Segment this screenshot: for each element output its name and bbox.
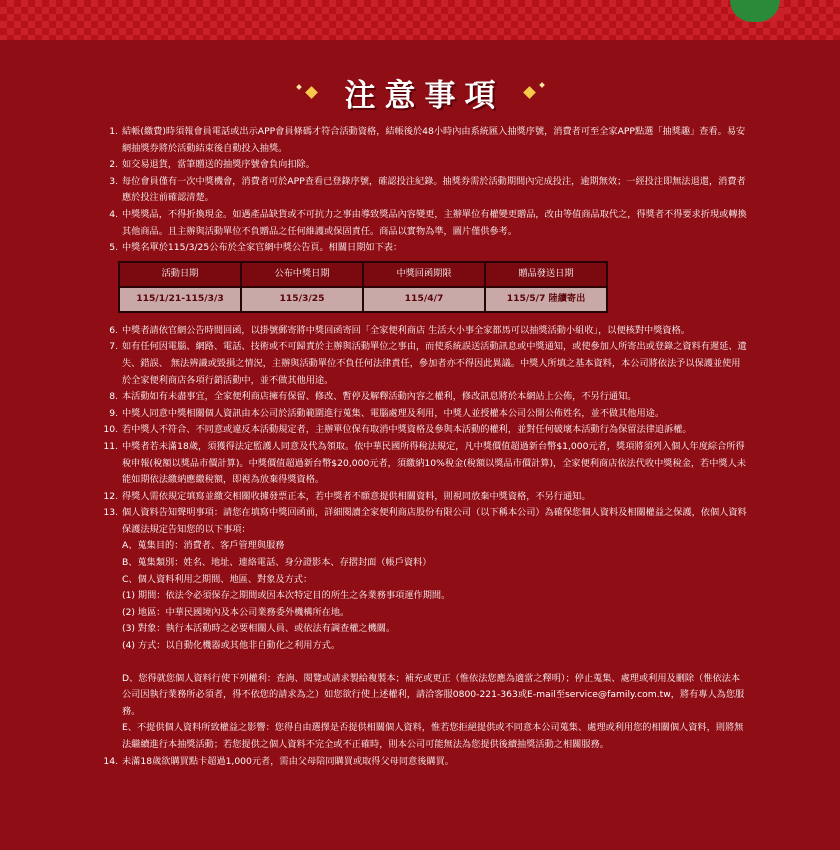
page-title: 注意事項 (344, 77, 505, 114)
privacy-sub-item: (4) 方式：以自動化機器或其他非自動化之利用方式。 (122, 640, 341, 652)
term-item-5-text: 中獎名單於115/3/25公布於全家官網中獎公告頁。相關日期如下表： (122, 242, 403, 254)
privacy-sub-item: (2) 地區：中華民國境內及本公司業務委外機構所在地。 (122, 606, 350, 618)
term-item-13-text: 個人資料告知聲明事項：請您在填寫中獎回函前，詳細閱讀全家便利商店股份有限公司（以下稱本公司）為確保您個人資料及相關權益之保護，依個人資料保護法規定告知您的以下事項： (122, 507, 747, 535)
term-item-8: 8. 本活動如有未盡事宜，全家便利商店擁有保留、修改、暫停及解釋活動內容之權利，修改訊息將於本網站上公佈，不另行通知。 (109, 391, 637, 403)
dates-table (118, 261, 608, 313)
dates-value-cell: 115/1/21-115/3/3 (120, 288, 240, 311)
dates-value-cell: 115/5/7 陸續寄出 (486, 288, 606, 311)
dates-value-cell: 115/3/25 (242, 288, 362, 311)
sparkle-icon-right (525, 88, 544, 97)
term-item-2: 2. 如交易退貨，當筆贈送的抽獎序號會負向扣除。 (109, 159, 315, 171)
term-item-5: 5. 中獎名單於115/3/25公布於全家官網中獎公告頁。相關日期如下表： 活動日期 公布中獎日期 中獎回函期限 贈品發送日期 115/1/21-115/3/3 115/3/25 115/4/7 115/5/7 陸續寄出 (100, 240, 748, 323)
dates-value-cell: 115/4/7 (364, 288, 484, 311)
dates-table-header-row (120, 263, 606, 286)
checkered-top-banner (0, 0, 840, 40)
term-item-12: 12. 得獎人需依規定填寫並繳交相關收據發票正本，若中獎者不願意提供相關資料，則視同放棄中獎資格，不另行通知。 (103, 490, 591, 502)
terms-content (100, 124, 748, 770)
dates-header-cell: 公布中獎日期 (242, 263, 362, 286)
dates-header-cell: 贈品發送日期 (486, 263, 606, 286)
term-item-3: 3. 每位會員僅有一次中獎機會，消費者可於APP查看已登錄序號，確認投注紀錄。抽獎券需於活動期間內完成投注，逾期無效；一經投注即無法退還，消費者應於投注前確認清楚。 (109, 175, 746, 204)
term-item-6: 6. 中獎者請依官網公告時間回函，以掛號郵寄將中獎回函寄回「全家便利商店 生活大小事全家都馬可以抽獎活動小組收」，以便核對中獎資格。 (109, 324, 690, 336)
dates-header-cell: 中獎回函期限 (364, 263, 484, 286)
term-item-7: 7. 如有任何因電腦、網路、電話、技術或不可歸責於主辦與活動單位之事由，而使系統誤送活動訊息或中獎通知，或使參加人所寄出或登錄之資料有遲延、遺失、錯誤、 無法辨識或毀損之情況，主辦與活動單位不負任何法律責任，參加者亦不得因此異議。中獎人所填之基本資料，本公司將依法予以保護並使用於全家便利商店各項行銷活動中，並不做其他用途。 (109, 341, 747, 386)
sparkle-icon-left (297, 88, 316, 97)
privacy-rights-text: D、您得就您個人資料行使下列權利：查詢、閱覽或請求製給複製本；補充或更正（惟依法您應為適當之釋明）；停止蒐集、處理或利用及刪除（惟依法本公司因執行業務所必須者，得不依您的請求為之）如您欲行使上述權利，請洽客服0800-221-363或E-mail至service@family.com.tw，將有專人為您服務。 (122, 672, 745, 717)
privacy-consequence-text: E、不提供個人資料所致權益之影響：您得自由選擇是否提供相關個人資料，惟若您拒絕提供或不同意本公司蒐集、處理或利用您的相關個人資料，則將無法繼續進行本抽獎活動；若您提供之個人資料不完全或不正確時，則本公司可能無法為您提供後續抽獎活動之相關服務。 (122, 722, 744, 750)
term-item-10: 10. 若中獎人不符合、不同意或違反本活動規定者，主辦單位保有取消中獎資格及參與本活動的權利，並對任何破壞本活動行為保留法律追訴權。 (103, 424, 692, 436)
table-row (120, 288, 606, 311)
privacy-sub-item: C、個人資料利用之期間、地區、對象及方式： (122, 573, 313, 585)
term-item-1: 1. 結帳(繳費)時須報會員電話或出示APP會員條碼才符合活動資格，結帳後於48小時內由系統匯入抽獎序號，消費者可至全家APP點選「抽獎趣」查看。易安網抽獎券將於活動結束後自動投入抽獎。 (109, 126, 746, 154)
privacy-sub-item: B、蒐集類別：姓名、地址、連絡電話、身分證影本、存摺封面（帳戶資料） (122, 557, 432, 569)
privacy-sub-item: (3) 對象：執行本活動時之必要相關人員、或依法有調查權之機關。 (122, 623, 396, 635)
privacy-sub-item: A、蒐集目的：消費者、客戶管理與服務 (122, 540, 285, 552)
title-row (0, 68, 840, 116)
term-item-13: 13. 個人資料告知聲明事項：請您在填寫中獎回函前，詳細閱讀全家便利商店股份有限公司（以下稱本公司）為確保您個人資料及相關權益之保護，依個人資料保護法規定告知您的以下事項： A、蒐集目的：消費者、客戶管理與服務 B、蒐集類別：姓名、地址、連絡電話、身分證影本、存摺封面（帳戶資料） C、個人資料利用之期間、地區、對象及方式： (1) 期間：依法令必須保存之期間或因本次特定目的所生之各業務事項運作期間。 (2) 地區：中華民國境內及本公司業務委外機構所在地。 (3) 對象：執行本活動時之必要相關人員、或依法有調查權之機關。 (4) 方式：以自動化機器或其他非自動化之利用方式。 D、您得就您個人資料行使下列權利：查詢、閱覽或請求製給複製本；補充或更正（惟依法您應為適當之釋明）；停止蒐集、處理或利用及刪除（惟依法本公司因執行業務所必須者，得不依您的請求為之）如您欲行使上述權利，請洽客服0800-221-363或E-mail至service@family.com.tw，將有專人為您服務。 E、不提供個人資料所致權益之影響：您得自由選擇是否提供相關個人資料，惟若您拒絕提供或不同意本公司蒐集、處理或利用您的相關個人資料，則將無法繼續進行本抽獎活動；若您提供之個人資料不完全或不正確時，則本公司可能無法為您提供後續抽獎活動之相關服務。 (100, 505, 748, 753)
term-item-4: 4. 中獎獎品，不得折換現金。如遇產品缺貨或不可抗力之事由導致獎品內容變更，主辦單位有權變更贈品，改由等值商品取代之，得獎者不得要求折現或轉換其他商品。且主辦與活動單位不負贈品之任何維護或保固責任。商品以實物為準，圖片僅供參考。 (109, 208, 747, 237)
terms-list (100, 124, 748, 770)
term-item-14: 14. 未滿18歲欲購買點卡超過1,000元者，需由父母陪同購買或取得父母同意後購買。 (103, 755, 454, 767)
term-item-9: 9. 中獎人同意中獎相關個人資訊由本公司於活動範圍進行蒐集、電腦處理及利用，中獎人並授權本公司公開公佈姓名，並不做其他用途。 (109, 407, 665, 419)
term-item-11: 11. 中獎者若未滿18歲，須獲得法定監護人同意及代為領取。依中華民國所得稅法規定，凡中獎價值超過新台幣$1,000元者，獎項將須列入個人年度綜合所得稅申報(稅額以獎品市價計算)。中獎價值超過新台幣$20,000元者，須繳納10%稅金(稅額以獎品市價計算)，全家便利商店依法代收中獎稅金，若中獎人未能如期依法繳納應繳稅額，即視為放棄得獎資格。 (103, 440, 746, 486)
dates-header-cell: 活動日期 (120, 263, 240, 286)
privacy-sub-item: (1) 期間：依法令必須保存之期間或因本次特定目的所生之各業務事項運作期間。 (122, 590, 451, 602)
